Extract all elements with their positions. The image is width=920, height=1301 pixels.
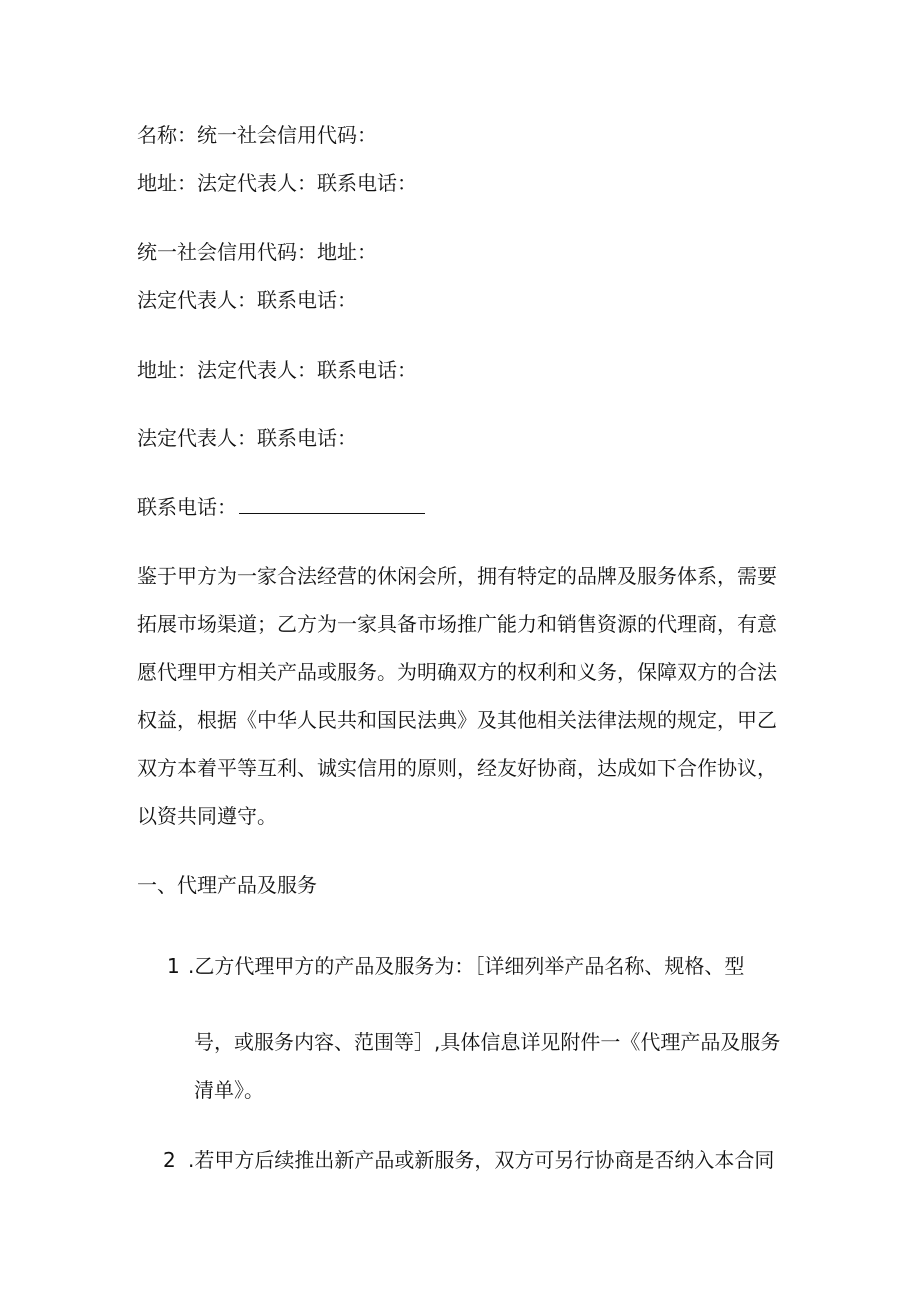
contact-phone-label: 联系电话： [137,495,237,519]
preamble-line-6: 以资共同遵守。 [137,804,277,828]
party-info-line-6: 法定代表人：联系电话： [137,426,357,450]
item-1-line-1: .乙方代理甲方的产品及服务为：［详细列举产品名称、规格、型 [188,954,745,978]
party-info-line-1: 名称：统一社会信用代码： [137,123,377,147]
preamble-line-3: 愿代理甲方相关产品或服务。为明确双方的权利和义务，保障双方的合法 [137,660,777,684]
preamble-line-2: 拓展市场渠道；乙方为一家具备市场推广能力和销售资源的代理商，有意 [137,612,777,636]
preamble-line-4: 权益，根据《中华人民共和国民法典》及其他相关法律法规的规定，甲乙 [137,708,777,732]
fill-in-blank [239,493,425,514]
section-heading: 一、代理产品及服务 [137,873,317,897]
party-info-line-3: 统一社会信用代码：地址： [137,240,377,264]
contact-phone-line [137,493,425,521]
party-info-line-2: 地址：法定代表人：联系电话： [137,171,417,195]
party-info-line-4: 法定代表人：联系电话： [137,288,357,312]
item-1-line-2: 号，或服务内容、范围等］,具体信息详见附件一《代理产品及服务 [194,1030,781,1054]
preamble-line-5: 双方本着平等互利、诚实信用的原则，经友好协商，达成如下合作协议， [137,756,777,780]
item-number-1: 1 [167,954,180,978]
item-number-2: 2 [163,1148,176,1172]
item-2-line-1: .若甲方后续推出新产品或新服务，双方可另行协商是否纳入本合同 [188,1148,775,1172]
item-1-line-3: 清单》。 [194,1078,264,1102]
party-info-line-5: 地址：法定代表人：联系电话： [137,358,417,382]
preamble-line-1: 鉴于甲方为一家合法经营的休闲会所，拥有特定的品牌及服务体系，需要 [137,564,777,588]
